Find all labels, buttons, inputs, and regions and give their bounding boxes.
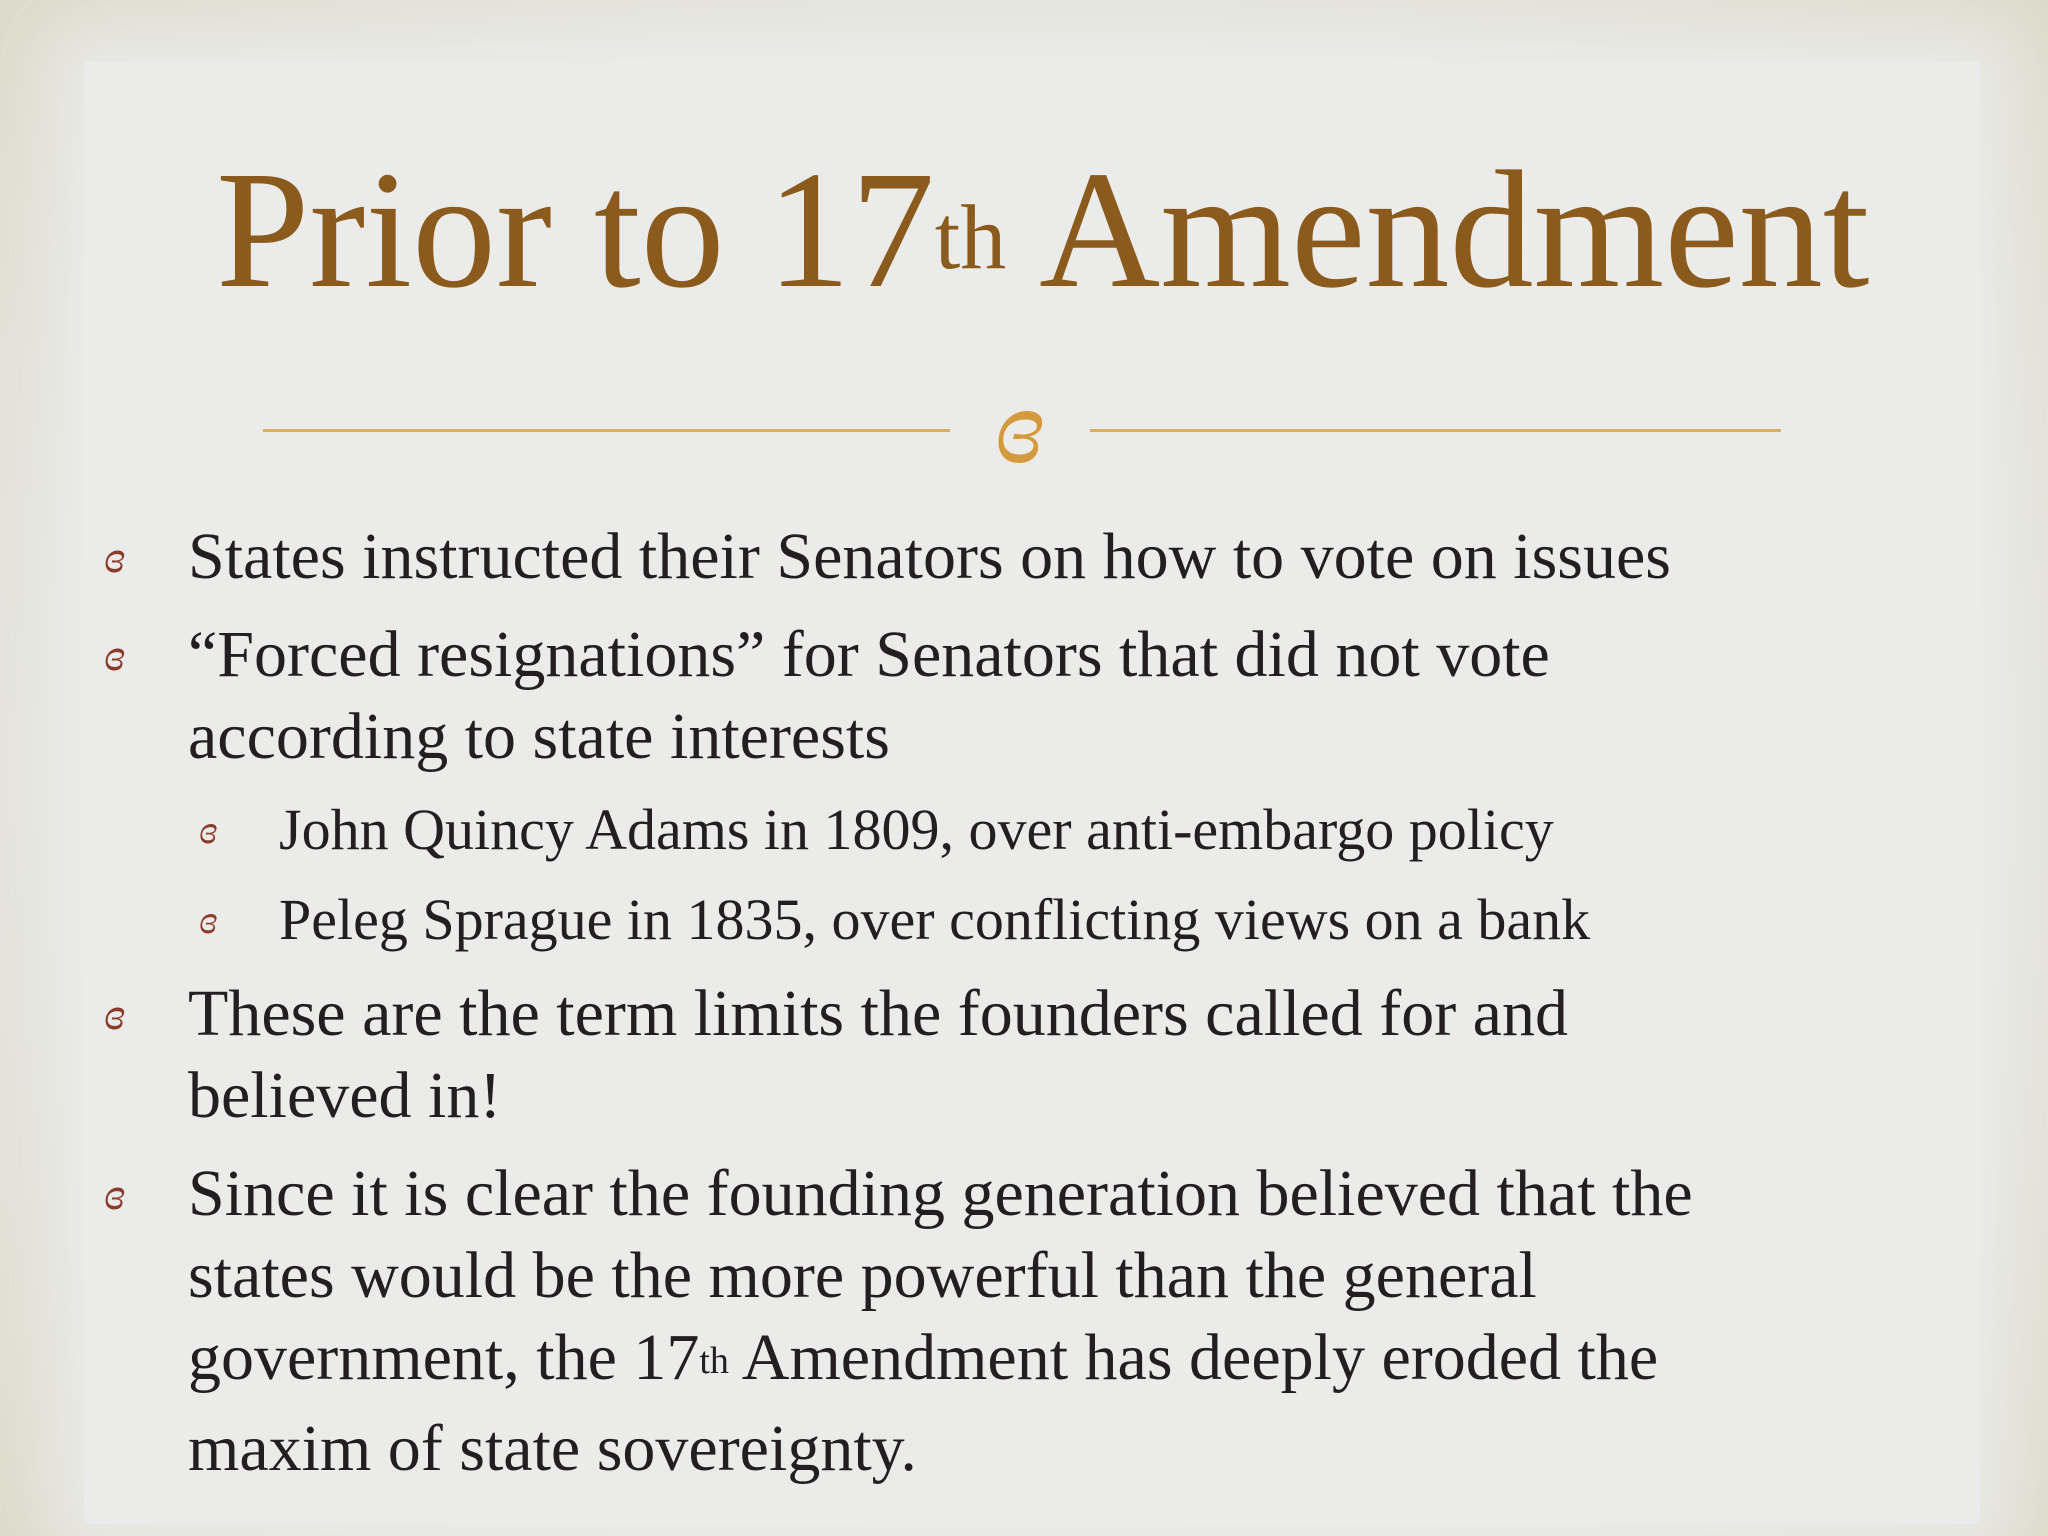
bullet-marker-icon: ɞ [104,988,122,1039]
bullet-line: John Quincy Adams in 1809, over anti-embargo policy [279,797,1554,862]
sub-bullet-item [199,884,1591,956]
bullet-line: Peleg Sprague in 1835, over conflicting views on a bank [279,887,1591,952]
slide-title [216,130,1976,355]
bullet-item [104,614,1550,778]
bullet-line: States instructed their Senators on how to vote on issues [188,520,1671,593]
bullet-line: according to state interests [188,700,890,773]
bullet-line: These are the term limits the founders called for and [188,977,1568,1050]
bullet-line: believed in! [188,1059,502,1132]
bullet-item [104,973,1568,1137]
ordinal-superscript: th [699,1340,729,1382]
title-text-end: Amendment [1006,137,1870,323]
bullet-line: maxim of state sovereignty. [188,1412,917,1485]
bullet-item [104,516,1671,598]
bullet-line [188,1317,1693,1408]
bullet-line: states would be the more powerful than the general [188,1239,1537,1312]
bullet-marker-icon: ɞ [104,1168,122,1219]
title-superscript: th [934,186,1007,288]
bullet-marker-icon: ɞ [104,629,122,680]
bullet-line-text: government, the 17 [188,1321,700,1394]
sub-bullet-item [199,794,1554,866]
bullet-line: “Forced resignations” for Senators that did not vote [188,618,1550,691]
bullet-marker-icon: ɞ [104,531,122,582]
title-text: Prior to 17 [216,137,935,323]
sub-bullet-marker-icon: ɞ [199,897,214,942]
bullet-line: Since it is clear the founding generation believed that the [188,1157,1693,1230]
sub-bullet-marker-icon: ɞ [199,807,214,852]
bullet-item [104,1153,1693,1490]
divider-ornament-icon: ɞ [950,372,1090,482]
bullet-line-text: Amendment has deeply eroded the [728,1321,1659,1394]
